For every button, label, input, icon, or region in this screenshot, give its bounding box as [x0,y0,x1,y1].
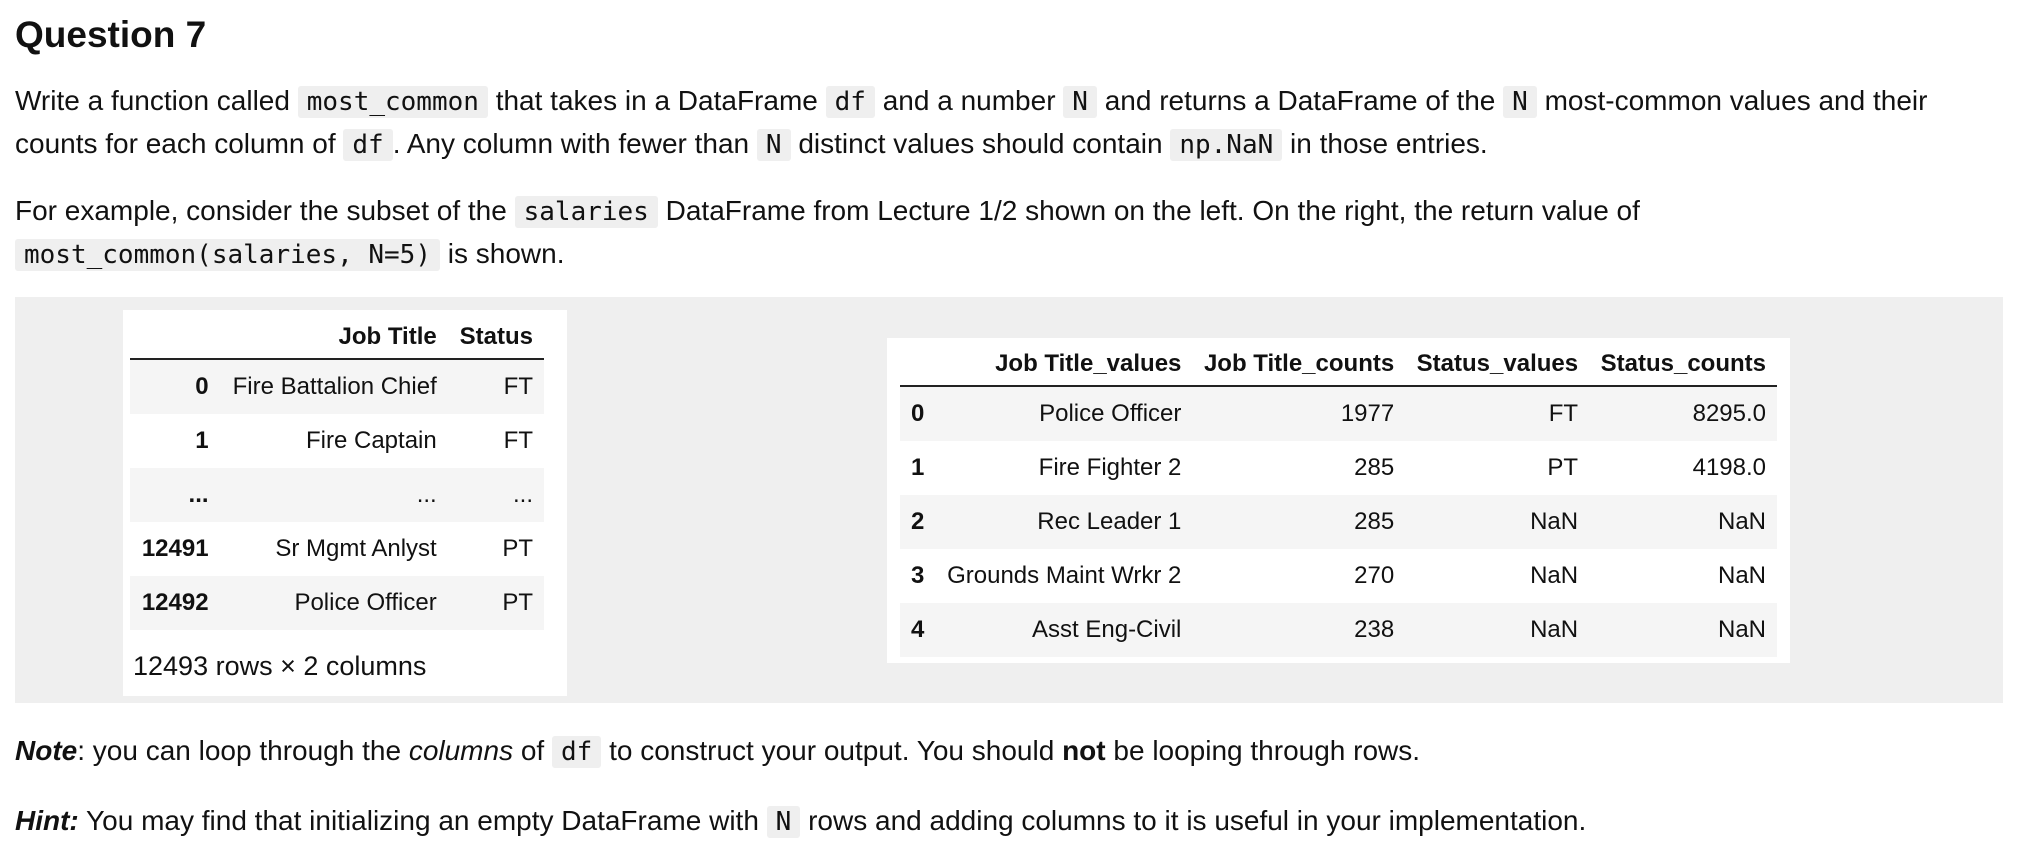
note-paragraph: Note: you can loop through the columns of df to construct your output. You should not be looping through rows. [15,735,1421,767]
example-panel [15,297,2003,703]
not-emphasis: not [1062,735,1106,766]
table-row [900,603,1777,657]
index-header [900,343,935,386]
table-cell: NaN [1530,562,1579,589]
df-code: df [343,129,392,161]
table-cell: 285 [1354,508,1395,535]
table-row [130,414,544,468]
row-index: 4 [911,616,925,643]
column-header: Status_counts [1589,343,1777,386]
row-index: 0 [911,400,925,427]
table-cell: NaN [1530,508,1579,535]
row-index: 3 [911,562,925,589]
table-cell: NaN [1717,508,1766,535]
table-cell: PT [1547,454,1579,481]
df-code: df [826,86,875,118]
table-row [130,359,544,414]
table-cell: 1977 [1340,400,1395,427]
table-cell: 238 [1354,616,1395,643]
table-cell: Police Officer [294,589,437,616]
table-row [900,386,1777,441]
table-cell: NaN [1717,616,1766,643]
hint-label: Hint: [15,805,79,836]
description-paragraph: Write a function called most_common that takes in a DataFrame df and a number N and returns a DataFrame of the N most-common values and their counts for each column of df . Any column with fewer than N distinct values should contain np.NaN in those entries. [15,85,1928,160]
shape-caption: 12493 rows × 2 columns [133,651,427,681]
index-header [130,316,220,359]
table-cell: PT [502,589,533,616]
example-paragraph: For example, consider the subset of the salaries DataFrame from Lecture 1/2 shown on the left. On the right, the return value of most_common(salaries, N=5) is shown. [15,195,1640,270]
table-cell: Fire Captain [306,427,437,454]
column-header: Job Title [220,316,448,359]
salaries-table [130,316,544,630]
row-index: 12492 [141,589,209,616]
note-label: Note [15,735,78,766]
table-row [900,549,1777,603]
question-title: Question 7 [15,14,207,55]
n-code: N [1063,86,1097,118]
table-header-row [130,316,544,359]
table-cell: FT [1548,400,1579,427]
table-cell: NaN [1717,562,1766,589]
table-row [900,441,1777,495]
table-cell: FT [503,427,533,454]
n-code: N [757,129,791,161]
columns-emphasis: columns [408,735,514,766]
table-cell: ... [512,481,533,508]
table-cell: Fire Fighter 2 [1038,454,1182,481]
table-cell: PT [502,535,533,562]
table-cell: 285 [1354,454,1395,481]
salaries-code: salaries [515,196,658,228]
table-cell: FT [503,373,533,400]
call-code: most_common(salaries, N=5) [15,239,440,271]
table-cell: NaN [1530,616,1579,643]
table-cell: Asst Eng-Civil [1032,616,1182,643]
column-header: Job Title_values [935,343,1192,386]
table-cell: 4198.0 [1692,454,1766,481]
row-index: 1 [911,454,925,481]
table-cell: Fire Battalion Chief [232,373,437,400]
column-header: Status [448,316,544,359]
row-index: 2 [911,508,925,535]
table-cell: ... [416,481,437,508]
table-row [900,495,1777,549]
row-index: 1 [195,427,209,454]
table-cell: Grounds Maint Wrkr 2 [947,562,1182,589]
column-header: Job Title_counts [1192,343,1405,386]
row-index: ... [188,481,209,508]
n-code: N [1503,86,1537,118]
column-header: Status_values [1405,343,1589,386]
table-cell: Rec Leader 1 [1037,508,1182,535]
salaries-dataframe [123,310,567,696]
table-cell: 270 [1354,562,1395,589]
function-name-code: most_common [298,86,488,118]
table-row [130,468,544,522]
most-common-table [900,343,1777,657]
table-cell: 8295.0 [1692,400,1766,427]
row-index: 12491 [141,535,209,562]
n-code: N [767,806,801,838]
df-code: df [552,736,601,768]
table-row [130,522,544,576]
row-index: 0 [195,373,209,400]
hint-paragraph: Hint: You may find that initializing an empty DataFrame with N rows and adding columns to it is useful in your implementation. [15,805,1587,837]
most-common-dataframe [887,338,1790,663]
table-cell: Police Officer [1039,400,1182,427]
table-header-row [900,343,1777,386]
nan-code: np.NaN [1170,129,1282,161]
table-row [130,576,544,630]
table-cell: Sr Mgmt Anlyst [275,535,437,562]
